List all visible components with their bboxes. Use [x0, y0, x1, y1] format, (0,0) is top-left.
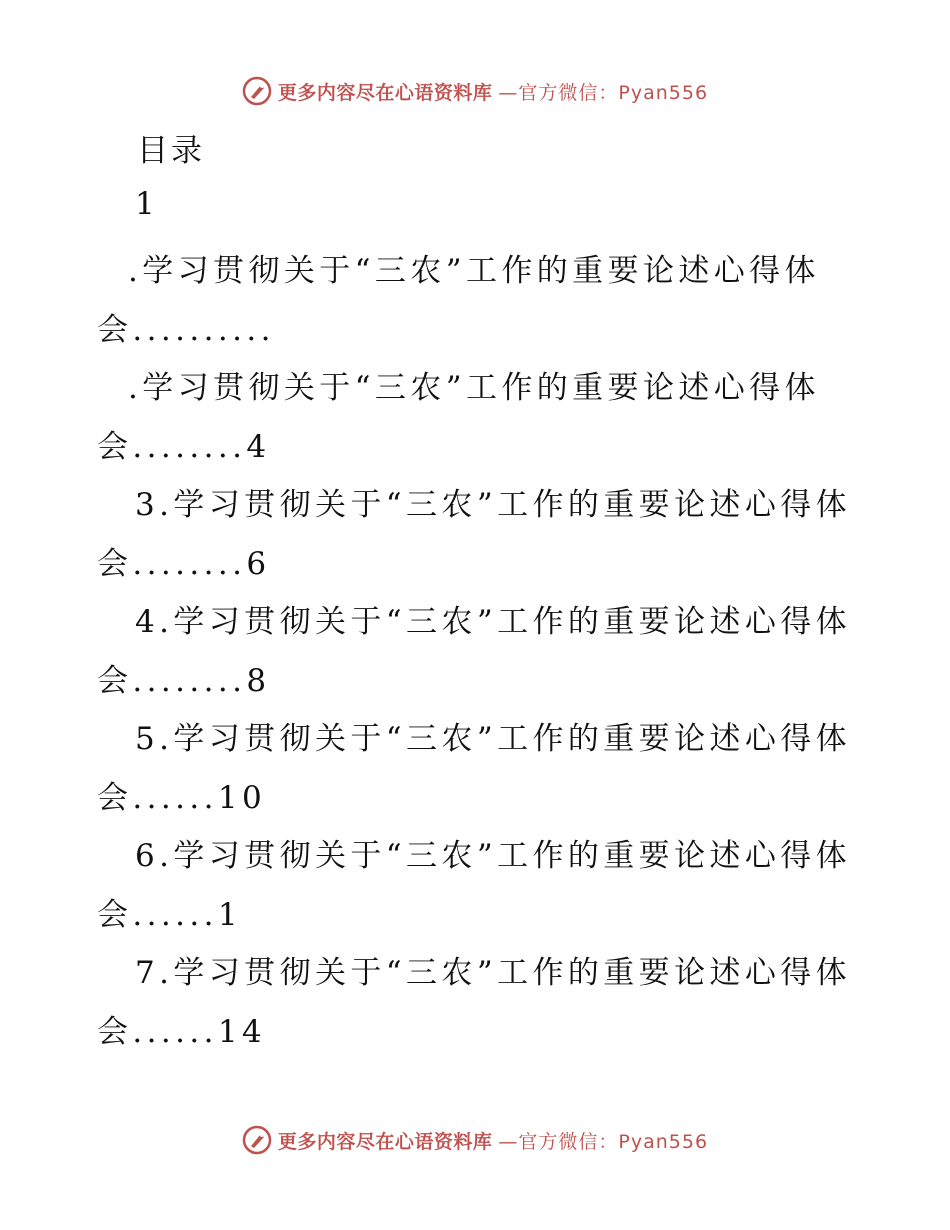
footer-banner-sub-text: —官方微信：Pyan556 [498, 1130, 709, 1153]
toc-title: 目录 [137, 133, 205, 169]
header-banner [0, 71, 950, 111]
toc-line: 会........4 [97, 429, 271, 465]
toc-line: 会......1 [97, 897, 243, 933]
toc-line: 6.学习贯彻关于“三农”工作的重要论述心得体 [135, 838, 852, 874]
toc-line: .学习贯彻关于“三农”工作的重要论述心得体 [128, 370, 820, 406]
toc-line: 1 [135, 186, 160, 222]
toc-line: .学习贯彻关于“三农”工作的重要论述心得体 [128, 253, 820, 289]
pen-nib-icon [242, 1125, 272, 1155]
toc-line: 5.学习贯彻关于“三农”工作的重要论述心得体 [135, 721, 852, 757]
pen-nib-icon [242, 76, 272, 106]
toc-line: 会........8 [97, 663, 271, 699]
toc-line: 会........6 [97, 546, 271, 582]
toc-line: 会......10 [97, 780, 267, 816]
footer-banner-main-text: 更多内容尽在心语资料库 [277, 1130, 493, 1153]
toc-line: 会......14 [97, 1014, 267, 1050]
header-banner-sub-text: —官方微信：Pyan556 [498, 81, 709, 104]
toc-line: 4.学习贯彻关于“三农”工作的重要论述心得体 [135, 604, 852, 640]
footer-banner [0, 1120, 950, 1160]
toc-line: 会.......... [97, 312, 275, 348]
toc-line: 3.学习贯彻关于“三农”工作的重要论述心得体 [135, 487, 852, 523]
header-banner-main-text: 更多内容尽在心语资料库 [277, 81, 493, 104]
toc-line: 7.学习贯彻关于“三农”工作的重要论述心得体 [135, 955, 852, 991]
